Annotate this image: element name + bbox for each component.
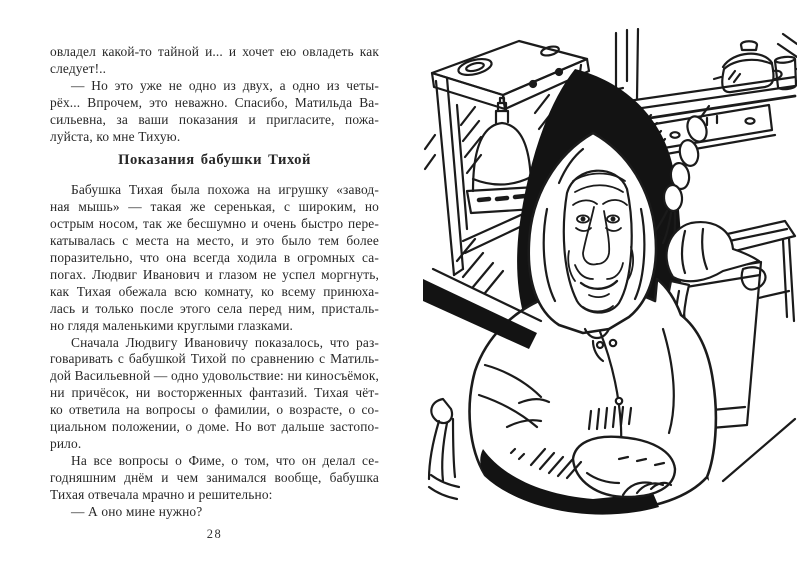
text-line: Бабушка Тихая была похожа на игрушку «завод- bbox=[71, 182, 379, 198]
text-line: сильевна, за ваши показания и пригласите, пожа- bbox=[50, 111, 379, 127]
ink-drawing bbox=[423, 28, 797, 520]
paragraph bbox=[50, 44, 379, 78]
apron-bow bbox=[429, 399, 459, 499]
text-line: но глядя маленькими круглыми глазками. bbox=[50, 317, 294, 333]
page-number: 28 bbox=[206, 527, 223, 542]
paragraph bbox=[50, 78, 379, 146]
text-line: говаривать с бабушкой Тихой по сравнению с Матиль- bbox=[50, 351, 379, 367]
text-line: овладел какой-то тайной и... и хочет ею овладеть как bbox=[50, 44, 379, 59]
text-line: как Тихая обежала всю комнату, ко всему принюха- bbox=[50, 283, 379, 299]
text-line: рёх... Впрочем, это неважно. Спасибо, Матильда Ва- bbox=[50, 94, 379, 110]
text-line: острым носом, так же бесшумно и очень быстро пере- bbox=[50, 216, 379, 232]
text-line: ни причёсок, ни восторженных фантазий. Тихая чёт- bbox=[50, 385, 379, 401]
text-column bbox=[50, 44, 379, 543]
paragraph bbox=[50, 335, 379, 453]
illustration-babushka-kitchen bbox=[423, 28, 797, 520]
text-line: поразительно, что она всегда ходила в огромных са- bbox=[50, 249, 379, 265]
section-heading: Показания бабушки Тихой bbox=[118, 152, 311, 169]
paragraphs-before-heading bbox=[50, 44, 379, 145]
text-line: ная мышь» — такая же серенькая, с широким, но bbox=[50, 199, 379, 215]
text-line: На все вопросы о Фиме, о том, что он делал се- bbox=[71, 452, 379, 468]
text-line: — А оно мине нужно? bbox=[71, 503, 203, 519]
text-line: Тихая отвечала мрачно и решительно: bbox=[50, 486, 273, 502]
text-line: Сначала Людвигу Ивановичу показалось, что раз- bbox=[71, 334, 379, 350]
text-line: годняшним днём и чем занимался вообще, бабушка bbox=[50, 469, 379, 485]
text-line: циальном положении, о доме. Но вот дальше застопо- bbox=[50, 419, 379, 435]
paragraph bbox=[50, 182, 379, 334]
text-line: погах. Людвиг Иванович и глазом не успел моргнуть, bbox=[50, 266, 379, 282]
text-line: лась и только после этого села перед ним, присталь- bbox=[50, 300, 379, 316]
text-line: следует!.. bbox=[50, 60, 107, 76]
paragraphs-after-heading bbox=[50, 182, 379, 520]
text-line: дой Васильевной — одно удовольствие: ни киносъёмок, bbox=[50, 368, 379, 384]
paragraph bbox=[50, 453, 379, 504]
mug bbox=[775, 57, 797, 89]
text-line: катывалась с места на место, и это было тем более bbox=[50, 233, 379, 249]
text-line: — Но это уже не одно из двух, а одно из четы- bbox=[71, 77, 379, 93]
text-line: луйста, ко мне Тихую. bbox=[50, 128, 181, 144]
paragraph bbox=[50, 504, 379, 521]
text-line: ко ответила на вопросы о фамилии, о возрасте, о со- bbox=[50, 402, 379, 418]
text-line: рило. bbox=[50, 435, 82, 451]
